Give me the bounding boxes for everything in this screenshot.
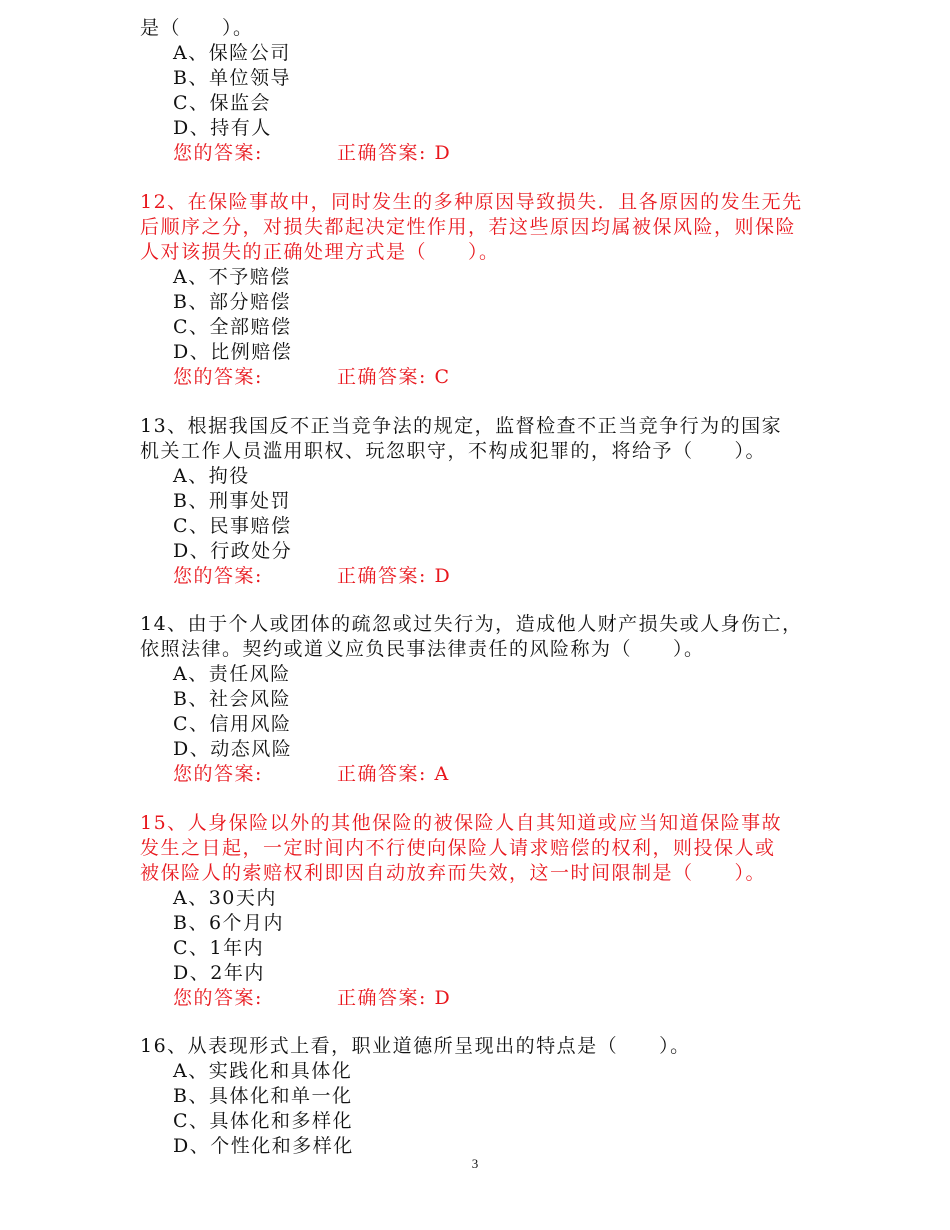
- question-14-option-c: C、信用风险: [173, 713, 292, 735]
- question-15-stem-line-1: 15、人身保险以外的其他保险的被保险人自其知道或应当知道保险事故: [140, 812, 783, 834]
- question-12-option-c: C、全部赔偿: [173, 316, 292, 338]
- question-14-your-answer-label: 您的答案:: [173, 763, 263, 785]
- option-a: A、保险公司: [173, 42, 291, 64]
- question-14-stem-line-2: 依照法律。契约或道义应负民事法律责任的风险称为（ ）。: [140, 638, 705, 660]
- question-15-option-c: C、1年内: [173, 937, 265, 959]
- question-13-option-d: D、行政处分: [173, 540, 293, 562]
- question-12-your-answer-label: 您的答案:: [173, 366, 263, 388]
- question-14-option-d: D、动态风险: [173, 738, 293, 760]
- question-16-stem-line-1: 16、从表现形式上看，职业道德所呈现出的特点是（ ）。: [140, 1035, 691, 1057]
- question-15-option-a: A、30天内: [173, 887, 277, 909]
- question-12-stem-line-3: 人对该损失的正确处理方式是（ ）。: [140, 241, 500, 263]
- question-15-your-answer-label: 您的答案:: [173, 987, 263, 1009]
- option-d: D、持有人: [173, 117, 272, 139]
- page-number: 3: [471, 1156, 479, 1171]
- question-14-stem-line-1: 14、由于个人或团体的疏忽或过失行为，造成他人财产损失或人身伤亡，: [140, 613, 803, 635]
- question-15-option-b: B、6个月内: [173, 912, 285, 934]
- question-12-option-a: A、不予赔偿: [173, 266, 291, 288]
- question-14-correct-answer: 正确答案: A: [337, 763, 450, 785]
- question-12-stem-line-1: 12、在保险事故中，同时发生的多种原因导致损失．且各原因的发生无先: [140, 191, 803, 213]
- option-b: B、单位领导: [173, 67, 291, 89]
- question-16-option-d: D、个性化和多样化: [173, 1135, 354, 1157]
- question-13-correct-answer: 正确答案: D: [337, 565, 452, 587]
- question-12-option-b: B、部分赔偿: [173, 291, 291, 313]
- question-15-correct-answer: 正确答案: D: [337, 987, 452, 1009]
- question-13-stem-line-1: 13、根据我国反不正当竞争法的规定，监督检查不正当竞争行为的国家: [140, 415, 783, 437]
- question-13-option-b: B、刑事处罚: [173, 490, 291, 512]
- question-13-option-c: C、民事赔偿: [173, 515, 292, 537]
- question-16-option-a: A、实践化和具体化: [173, 1060, 353, 1082]
- question-13-your-answer-label: 您的答案:: [173, 565, 263, 587]
- question-15-stem-line-2: 发生之日起，一定时间内不行使向保险人请求赔偿的权利，则投保人或: [140, 837, 776, 859]
- question-12-correct-answer: 正确答案: C: [337, 366, 451, 388]
- correct-answer: 正确答案: D: [337, 142, 452, 164]
- question-15-stem-line-3: 被保险人的索赔权利即因自动放弃而失效，这一时间限制是（ ）。: [140, 862, 767, 884]
- question-16-option-b: B、具体化和单一化: [173, 1085, 353, 1107]
- question-14-option-b: B、社会风险: [173, 688, 291, 710]
- question-12-stem-line-2: 后顺序之分，对损失都起决定性作用，若这些原因均属被保风险，则保险: [140, 216, 797, 238]
- your-answer-label: 您的答案:: [173, 142, 263, 164]
- question-stem-line: 是（ ）。: [140, 17, 254, 39]
- question-16-option-c: C、具体化和多样化: [173, 1110, 354, 1132]
- question-14-option-a: A、责任风险: [173, 663, 291, 685]
- option-c: C、保监会: [173, 92, 272, 114]
- question-13-stem-line-2: 机关工作人员滥用职权、玩忽职守，不构成犯罪的，将给予（ ）。: [140, 440, 767, 462]
- question-12-option-d: D、比例赔偿: [173, 341, 293, 363]
- question-15-option-d: D、2年内: [173, 962, 265, 984]
- question-13-option-a: A、拘役: [173, 465, 250, 487]
